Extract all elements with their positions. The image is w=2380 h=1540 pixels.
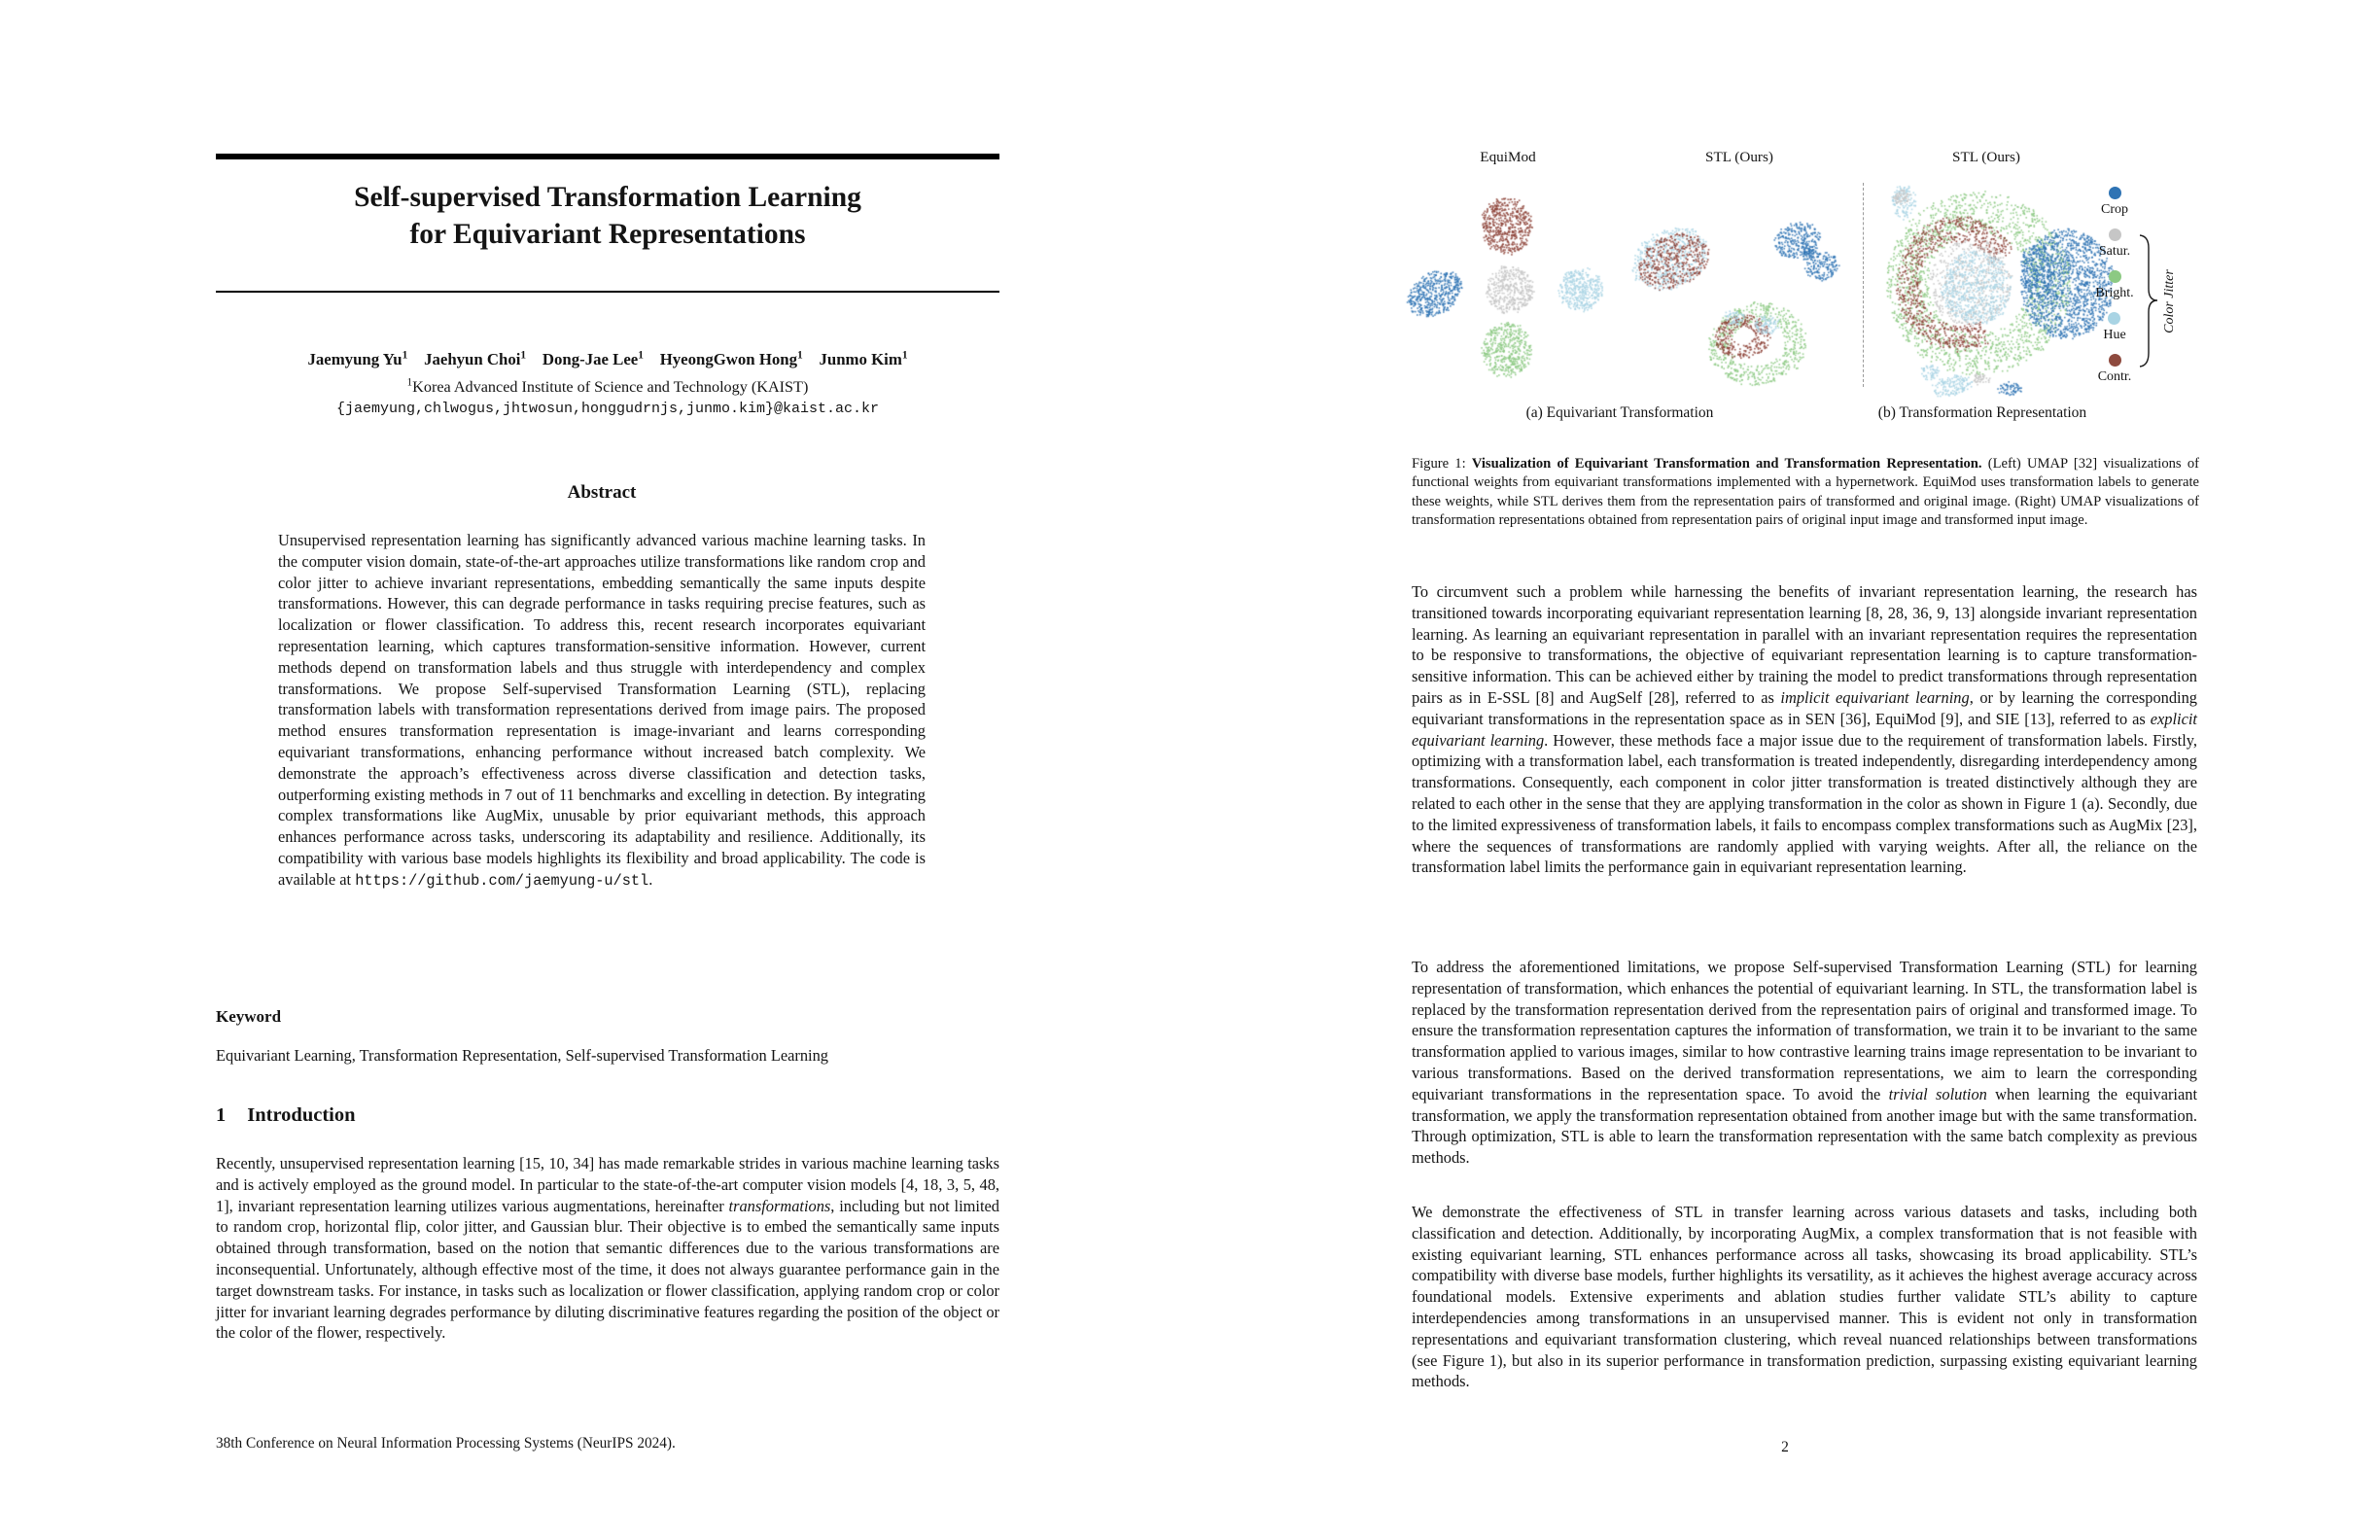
figure-subcaption-a: (a) Equivariant Transformation [1525,404,1714,421]
introduction-paragraph: Recently, unsupervised representation learning [15, 10, 34] has made remarkable strides in various machine learning tasks and is actively employed as the ground model. In particular to the state-of-the-art computer vision models [4, 18, 3, 5, 48, 1], invariant representation learning utilizes various augmentations, hereinafter transformations, including but not limited to random crop, horizontal flip, color jitter, and Gaussian blur. Their objective is to embed the semantically same inputs obtained through transformation, based on the notion that semantic differences due to the various transformations are inconsequential. Unfortunately, although effective most of the time, it does not always guarantee performance gain in the target downstream tasks. For instance, in tasks such as localization or flower classification, applying random crop or color jitter for invariant learning degrades performance by diluting discriminative features regarding the position of the object or the color of the flower, respectively. [216,1154,999,1343]
color-jitter-bracket [2137,233,2160,369]
keyword-list: Equivariant Learning, Transformation Representation, Self-supervised Transformation Learning [216,1046,828,1065]
figure-subcaption-b: (b) Transformation Representation [1877,404,2087,421]
color-jitter-label: Color Jitter [2162,269,2177,333]
title-rule-top [216,154,999,159]
body-paragraph-1: To circumvent such a problem while harnessing the benefits of invariant representation learning, the research has transitioned towards incorporating equivariant representation learning [8, 28, 36, 9, 13] alongside invariant representation learning. As learning an equivariant representation in parallel with an invariant representation requires the representation to be responsive to transformations, the objective of equivariant representation learning is to capture transformation-sensitive information. This can be achieved either by training the model to predict transformations through representation pairs as in E-SSL [8] and AugSelf [28], referred to as implicit equivariant learning, or by learning the corresponding equivariant transformations in the representation space as in SEN [36], EquiMod [9], and SIE [13], referred to as explicit equivariant learning. However, these methods face a major issue due to the requirement of transformation labels. Firstly, optimizing with a transformation label, each transformation is treated independently, disregarding interdependency among transformations. Consequently, each component in color jitter transformation is treated distinctively although they are related to each other in the sense that they are applying transformation in the color as shown in Figure 1 (a). Secondly, due to the limited expressiveness of transformation labels, it fails to encompass complex transformations such as AugMix [23], where the sequences of transformations are randomly applied with varying weights. After all, the reliance on the transformation label limits the performance gain in equivariant representation learning. [1412,582,2197,877]
section-1-number: 1 [216,1104,227,1126]
legend-item [2103,312,2125,343]
legend-item [2095,270,2133,301]
paper-title-line2: for Equivariant Representations [409,219,806,250]
legend-label: Bright. [2095,286,2134,300]
legend-dot [2109,187,2121,199]
legend-label: Crop [2101,202,2128,217]
affiliation: $^1$Korea Advanced Institute of Science and Technology (KAIST) [406,376,809,396]
section-1-title: Introduction [247,1104,356,1126]
page-number: 2 [1781,1439,1789,1455]
legend-item [2101,187,2128,218]
legend-dot [2109,270,2121,283]
figure-panel-title-stl-left: STL (Ours) [1705,149,1773,165]
abstract-body: Unsupervised representation learning has significantly advanced various machine learning tasks. In the computer vision domain, state-of-the-art approaches utilize transformations like random crop and color jitter to achieve invariant representations, embedding semantically the same inputs despite transformations. However, this can degrade performance in tasks requiring precise features, such as localization or flower classification. To address this, recent research incorporates equivariant representation learning, which captures transformation-sensitive information. However, current methods depend on transformation labels and thus struggle with interdependency and complex transformations. We propose Self-supervised Transformation Learning (STL), replacing transformation labels with transformation representations derived from image pairs. The proposed method ensures transformation representation is image-invariant and learns corresponding equivariant transformations, enhancing performance without increased batch complexity. We demonstrate the approach’s effectiveness across diverse classification and detection tasks, outperforming existing methods in 7 out of 11 benchmarks and excelling in detection. By integrating complex transformations like AugMix, unusable by prior equivariant methods, this approach enhances performance across tasks, underscoring its adaptability and resilience. Additionally, its compatibility with various base models highlights its flexibility and broad applicability. The code is available at https://github.com/jaemyung-u/stl. [278,531,926,890]
figure-panel-title-equimod: EquiMod [1480,149,1536,165]
paper-title-line1: Self-supervised Transformation Learning [354,182,861,213]
legend-item [2099,228,2130,260]
author-list: Jaemyung Yu$^1$ Jaehyun Choi$^1$ Dong-Jae Lee$^1$ HyeongGwon Hong$^1$ Junmo Kim$^1$ [307,349,908,368]
legend-label: Hue [2103,328,2126,342]
figure-panel-title-stl-right: STL (Ours) [1952,149,2020,165]
keyword-heading: Keyword [216,1007,282,1026]
author-emails: {jaemyung,chlwogus,jhtwosun,honggudrnjs,junmo.kim}@kaist.ac.kr [335,401,880,417]
title-rule-bottom [216,291,999,293]
figure-panel-divider [1863,183,1864,387]
legend-item [2098,354,2132,385]
body-paragraph-3: We demonstrate the effectiveness of STL in transfer learning across various datasets and tasks, including both classification and detection. Additionally, by incorporating AugMix, a complex transformation that is not feasible with existing equivariant learning, STL enhances performance across all tasks, showcasing its broad applicability. STL’s compatibility with diverse base models, further highlights its versatility, as it achieves the highest average accuracy across foundational models. Extensive experiments and ablation studies further validate STL’s ability to capture interdependencies among transformations in an unsupervised manner. This is evident not only in transformation representations and equivariant transformation clustering, which reveal nuanced relationships between transformations (see Figure 1), but also in its superior performance in transformation prediction, surpassing existing equivariant learning methods. [1412,1203,2197,1391]
legend-label: Satur. [2098,244,2131,259]
conference-footnote: 38th Conference on Neural Information Processing Systems (NeurIPS 2024). [216,1435,676,1452]
figure-1-caption: Figure 1: Visualization of Equivariant Transformation and Transformation Representation. (Left) UMAP [32] visualizations of functional weights from equivariant transformations implemented with a hypernetwork. EquiMod uses transformation labels to generate these weights, while STL derives them from the representation pairs of transformed and original image. (Right) UMAP visualizations of transformation representations obtained from representation pairs of original input image and transformed input image. [1412,456,2199,529]
paper-title [216,179,999,253]
legend-dot [2108,312,2120,325]
abstract-heading: Abstract [567,482,637,503]
legend-dot [2109,228,2121,241]
legend-dot [2109,354,2121,367]
body-paragraph-2: To address the aforementioned limitations, we propose Self-supervised Transformation Learning (STL) for learning representation of transformation, which enhances the potential of equivariant learning. In STL, the transformation label is replaced by the transformation representation derived from the representation pairs of original and transformed image. To ensure the transformation representation captures the information of transformation, we train it to be invariant to the same transformation applied to various images, similar to how contrastive learning trains image representation to be invariant to various transformations. Based on the derived transformation representations, we aim to learn the corresponding equivariant transformations in the representation space. To avoid the trivial solution when learning the equivariant transformation, we apply the transformation representation obtained from another image but with the same transformation. Through optimization, STL is able to learn the transformation representation with the same batch complexity as previous methods. [1412,958,2198,1168]
figure-scatter-canvas [1400,173,2192,406]
legend-label: Contr. [2097,369,2132,384]
section-1-heading [216,1104,999,1127]
